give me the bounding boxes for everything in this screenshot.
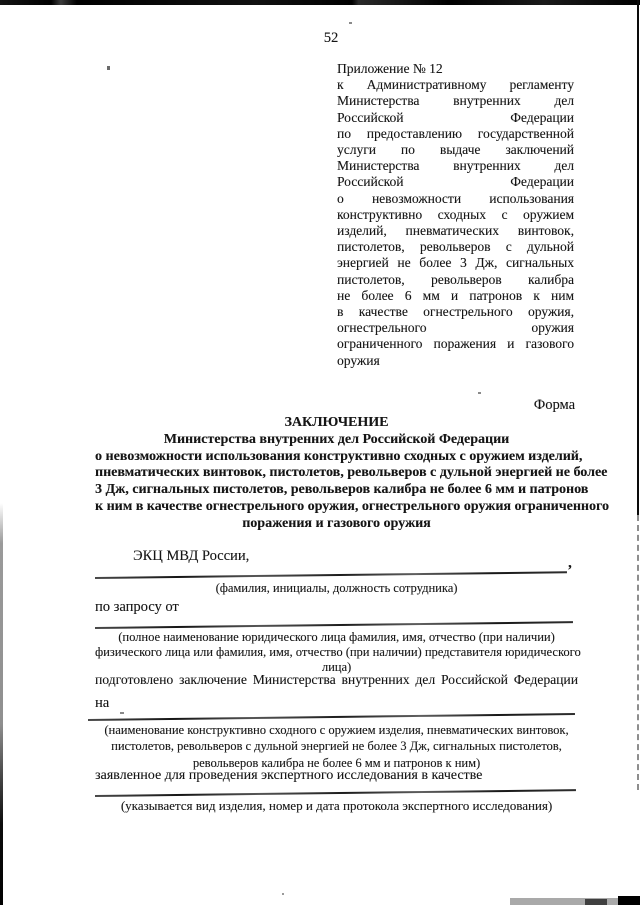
appendix-line: оружия xyxy=(337,352,380,368)
caption-requester xyxy=(95,630,581,676)
appendix-line: ограниченного поражения и газового xyxy=(337,336,574,352)
appendix-line: пистолетов, револьверов с дульной xyxy=(337,239,574,255)
appendix-line: о невозможности использования xyxy=(337,190,574,206)
page-number: 52 xyxy=(323,30,339,46)
scan-speck xyxy=(478,392,481,394)
recipient-text: ЭКЦ МВД России, xyxy=(133,548,250,564)
conclusion-title xyxy=(95,415,609,533)
appendix-line: услуги по выдаче заключений xyxy=(337,142,574,158)
scan-edge-right-faded xyxy=(637,515,639,790)
scan-edge-right xyxy=(637,0,639,515)
scan-edge-top xyxy=(0,0,640,5)
scan-speck xyxy=(349,22,352,24)
caption-requester-line: (полное наименование юридического лица фамилия, имя, отчество (при наличии) xyxy=(118,630,555,644)
blank-field-requester xyxy=(95,621,573,629)
appendix-line: энергией не более 3 Дж, сигнальных xyxy=(337,255,574,271)
appendix-line: не более 6 мм и патронов к ним xyxy=(337,287,574,303)
conclusion-title-line: о невозможности использования конструктивно сходных с оружием изделий, xyxy=(95,448,583,464)
conclusion-title-line: поражения и газового оружия xyxy=(242,515,431,531)
appendix-line: изделий, пневматических винтовок, xyxy=(337,223,574,239)
appendix-line: пистолетов, револьверов калибра xyxy=(337,271,574,287)
blank-field-item xyxy=(88,713,575,721)
caption-item-line: револьверов калибра не более 6 мм и патронов к ним) xyxy=(192,755,481,770)
prepared-text: подготовлено заключение Министерства внутренних дел Российской Федерации xyxy=(95,672,578,687)
appendix-reference-block xyxy=(337,61,574,369)
appendix-line: Приложение № 12 xyxy=(337,61,443,76)
request-from-text: по запросу от xyxy=(95,599,179,615)
scan-speck xyxy=(282,893,284,895)
conclusion-title-line: пневматических винтовок, пистолетов, револьверов с дульной энергией не более xyxy=(95,465,608,481)
form-label: Форма xyxy=(533,397,575,413)
appendix-line: огнестрельного оружия xyxy=(337,320,574,336)
appendix-line: Российской Федерации xyxy=(337,109,574,125)
declared-text: заявленное для проведения экспертного исследования в качестве xyxy=(95,768,483,783)
caption-requester-line: лица) xyxy=(321,660,352,675)
prepared-text-continued: на xyxy=(95,695,110,711)
scan-smudge-bottom-dark xyxy=(585,899,607,905)
appendix-line: конструктивно сходных с оружием xyxy=(337,206,574,222)
blank-field-protocol xyxy=(95,789,576,797)
appendix-line: Российской Федерации xyxy=(337,174,574,190)
conclusion-title-line: Министерства внутренних дел Российской Федерации xyxy=(163,431,510,447)
appendix-line: к Административному регламенту xyxy=(337,77,574,93)
scan-speck xyxy=(120,712,124,714)
appendix-line: Министерства внутренних дел xyxy=(337,93,574,109)
scan-edge-left xyxy=(0,503,3,905)
caption-item-line: (наименование конструктивно сходного с оружием изделия, пневматических винтовок, xyxy=(104,723,569,737)
appendix-line: по предоставлению государственной xyxy=(337,125,574,141)
caption-protocol: (указывается вид изделия, номер и дата протокола экспертного исследования) xyxy=(120,798,553,813)
caption-employee: (фамилия, инициалы, должность сотрудника) xyxy=(215,581,458,595)
conclusion-title-line: ЗАКЛЮЧЕНИЕ xyxy=(284,415,389,430)
scan-smudge-corner xyxy=(618,896,640,905)
appendix-line: в качестве огнестрельного оружия, xyxy=(337,304,574,320)
appendix-line: Министерства внутренних дел xyxy=(337,158,574,174)
caption-item-line: пистолетов, револьверов с дульной энергией не более 3 Дж, сигнальных пистолетов, xyxy=(111,739,562,754)
field-trailing-comma: , xyxy=(568,555,572,571)
caption-item xyxy=(95,722,578,771)
conclusion-title-line: 3 Дж, сигнальных пистолетов, револьверов калибра не более 6 мм и патронов xyxy=(95,482,589,498)
blank-field-employee xyxy=(95,571,567,579)
scan-speck xyxy=(107,66,110,70)
conclusion-title-line: к ним в качестве огнестрельного оружия, огнестрельного оружия ограниченного xyxy=(95,498,609,514)
caption-requester-line: физического лица или фамилия, имя, отчество (при наличии) представителя юридического xyxy=(95,645,581,660)
